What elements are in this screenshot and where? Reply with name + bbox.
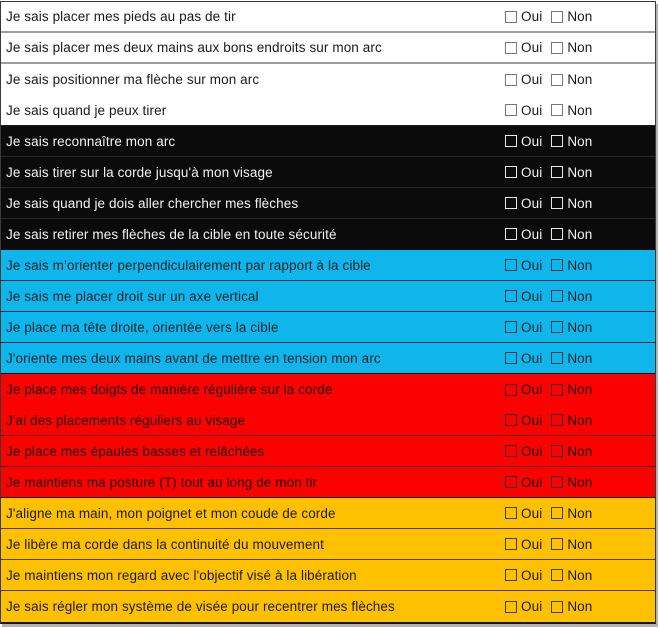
answer-options bbox=[505, 312, 592, 342]
non-checkbox[interactable] bbox=[551, 135, 563, 147]
row-label: Je sais m’orienter perpendiculairement par rapport à la cible bbox=[6, 257, 371, 273]
non-label: Non bbox=[567, 443, 593, 459]
oui-label: Oui bbox=[521, 9, 543, 24]
oui-label: Oui bbox=[521, 195, 543, 211]
oui-checkbox[interactable] bbox=[505, 384, 517, 396]
answer-options bbox=[505, 591, 592, 622]
answer-options bbox=[505, 436, 592, 466]
answer-options bbox=[505, 126, 592, 156]
oui-label: Oui bbox=[521, 226, 543, 242]
oui-label: Oui bbox=[521, 505, 543, 521]
non-label: Non bbox=[567, 257, 593, 273]
row-label: Je sais reconnaître mon arc bbox=[6, 133, 176, 149]
non-label: Non bbox=[567, 40, 593, 55]
answer-options bbox=[505, 498, 592, 528]
non-label: Non bbox=[567, 412, 593, 428]
oui-label: Oui bbox=[521, 288, 543, 304]
non-checkbox[interactable] bbox=[551, 42, 563, 54]
non-checkbox[interactable] bbox=[551, 11, 563, 23]
non-checkbox[interactable] bbox=[551, 414, 563, 426]
oui-checkbox[interactable] bbox=[505, 321, 517, 333]
non-label: Non bbox=[567, 350, 593, 366]
oui-label: Oui bbox=[521, 72, 543, 87]
oui-checkbox[interactable] bbox=[505, 601, 517, 613]
row-label: Je place mes doigts de manière régulière sur la corde bbox=[6, 382, 333, 397]
row-label: Je sais positionner ma flèche sur mon arc bbox=[6, 72, 260, 87]
non-label: Non bbox=[567, 226, 593, 242]
oui-label: Oui bbox=[521, 350, 543, 366]
checklist-row bbox=[1, 343, 655, 374]
oui-label: Oui bbox=[521, 474, 543, 490]
checklist-row bbox=[1, 250, 655, 281]
oui-checkbox[interactable] bbox=[505, 538, 517, 550]
non-label: Non bbox=[567, 102, 593, 118]
non-checkbox[interactable] bbox=[551, 290, 563, 302]
oui-checkbox[interactable] bbox=[505, 104, 517, 116]
non-checkbox[interactable] bbox=[551, 352, 563, 364]
row-label: Je sais tirer sur la corde jusqu'à mon visage bbox=[6, 164, 273, 180]
oui-label: Oui bbox=[521, 257, 543, 273]
non-label: Non bbox=[567, 288, 593, 304]
non-checkbox[interactable] bbox=[551, 197, 563, 209]
non-label: Non bbox=[567, 536, 593, 552]
oui-checkbox[interactable] bbox=[505, 197, 517, 209]
non-label: Non bbox=[567, 195, 593, 211]
non-checkbox[interactable] bbox=[551, 507, 563, 519]
row-label: Je sais placer mes pieds au pas de tir bbox=[6, 9, 236, 24]
checklist-row bbox=[1, 95, 655, 126]
oui-checkbox[interactable] bbox=[505, 569, 517, 581]
non-checkbox[interactable] bbox=[551, 601, 563, 613]
oui-label: Oui bbox=[521, 164, 543, 180]
non-checkbox[interactable] bbox=[551, 104, 563, 116]
non-checkbox[interactable] bbox=[551, 445, 563, 457]
archery-skills-checklist-table bbox=[0, 1, 656, 624]
row-label: Je maintiens ma posture (T) tout au long de mon tir bbox=[6, 474, 318, 490]
checklist-row bbox=[1, 374, 655, 405]
checklist-row bbox=[1, 529, 655, 560]
oui-checkbox[interactable] bbox=[505, 259, 517, 271]
oui-label: Oui bbox=[521, 412, 543, 428]
oui-checkbox[interactable] bbox=[505, 135, 517, 147]
checklist-row bbox=[1, 219, 655, 250]
checklist-row bbox=[1, 126, 655, 157]
oui-checkbox[interactable] bbox=[505, 74, 517, 86]
non-label: Non bbox=[567, 319, 593, 335]
oui-checkbox[interactable] bbox=[505, 228, 517, 240]
oui-label: Oui bbox=[521, 319, 543, 335]
oui-checkbox[interactable] bbox=[505, 507, 517, 519]
answer-options bbox=[505, 188, 592, 218]
non-checkbox[interactable] bbox=[551, 166, 563, 178]
non-label: Non bbox=[567, 599, 593, 614]
checklist-row bbox=[1, 436, 655, 467]
answer-options bbox=[505, 33, 592, 62]
checklist-row bbox=[1, 405, 655, 436]
answer-options bbox=[505, 560, 592, 590]
non-label: Non bbox=[567, 382, 593, 397]
oui-checkbox[interactable] bbox=[505, 11, 517, 23]
row-label: J'oriente mes deux mains avant de mettre en tension mon arc bbox=[6, 350, 381, 366]
checklist-row bbox=[1, 467, 655, 498]
oui-checkbox[interactable] bbox=[505, 414, 517, 426]
checklist-row bbox=[1, 2, 655, 33]
answer-options bbox=[505, 467, 592, 497]
non-label: Non bbox=[567, 474, 593, 490]
answer-options bbox=[505, 250, 592, 280]
answer-options bbox=[505, 64, 592, 95]
checklist-row bbox=[1, 498, 655, 529]
non-label: Non bbox=[567, 164, 593, 180]
row-label: Je place mes épaules basses et relâchées bbox=[6, 443, 265, 459]
checklist-row bbox=[1, 188, 655, 219]
oui-checkbox[interactable] bbox=[505, 352, 517, 364]
non-label: Non bbox=[567, 567, 593, 583]
row-label: Je sais régler mon système de visée pour recentrer mes flèches bbox=[6, 599, 395, 614]
oui-label: Oui bbox=[521, 599, 543, 614]
non-checkbox[interactable] bbox=[551, 74, 563, 86]
checklist-rows bbox=[1, 2, 655, 622]
oui-label: Oui bbox=[521, 382, 543, 397]
oui-label: Oui bbox=[521, 567, 543, 583]
checklist-row bbox=[1, 64, 655, 95]
non-checkbox[interactable] bbox=[551, 384, 563, 396]
non-label: Non bbox=[567, 133, 593, 149]
non-checkbox[interactable] bbox=[551, 259, 563, 271]
non-checkbox[interactable] bbox=[551, 228, 563, 240]
checklist-row bbox=[1, 33, 655, 64]
row-label: Je sais quand je dois aller chercher mes flèches bbox=[6, 195, 299, 211]
non-label: Non bbox=[567, 72, 593, 87]
answer-options bbox=[505, 374, 592, 405]
row-label: Je maintiens mon regard avec l'objectif visé à la libération bbox=[6, 567, 357, 583]
answer-options bbox=[505, 157, 592, 187]
oui-checkbox[interactable] bbox=[505, 476, 517, 488]
checklist-row bbox=[1, 281, 655, 312]
oui-checkbox[interactable] bbox=[505, 445, 517, 457]
answer-options bbox=[505, 529, 592, 559]
row-label: Je sais quand je peux tirer bbox=[6, 102, 167, 118]
checklist-row bbox=[1, 312, 655, 343]
oui-checkbox[interactable] bbox=[505, 166, 517, 178]
oui-label: Oui bbox=[521, 536, 543, 552]
oui-label: Oui bbox=[521, 40, 543, 55]
row-label: Je libère ma corde dans la continuité du mouvement bbox=[6, 536, 324, 552]
non-checkbox[interactable] bbox=[551, 476, 563, 488]
oui-checkbox[interactable] bbox=[505, 42, 517, 54]
checklist-row bbox=[1, 560, 655, 591]
answer-options bbox=[505, 219, 592, 249]
non-checkbox[interactable] bbox=[551, 321, 563, 333]
row-label: Je place ma tête droite, orientée vers la cible bbox=[6, 319, 279, 335]
checklist-row bbox=[1, 157, 655, 188]
checklist-row bbox=[1, 591, 655, 622]
answer-options bbox=[505, 95, 592, 125]
oui-checkbox[interactable] bbox=[505, 290, 517, 302]
answer-options bbox=[505, 281, 592, 311]
row-label: J'aligne ma main, mon poignet et mon coude de corde bbox=[6, 505, 336, 521]
row-label: Je sais me placer droit sur un axe vertical bbox=[6, 288, 259, 304]
row-label: Je sais placer mes deux mains aux bons endroits sur mon arc bbox=[6, 40, 382, 55]
non-checkbox[interactable] bbox=[551, 569, 563, 581]
non-checkbox[interactable] bbox=[551, 538, 563, 550]
row-label: Je sais retirer mes flèches de la cible en toute sécurité bbox=[6, 226, 337, 242]
non-label: Non bbox=[567, 505, 593, 521]
non-label: Non bbox=[567, 9, 593, 24]
answer-options bbox=[505, 2, 592, 31]
oui-label: Oui bbox=[521, 102, 543, 118]
oui-label: Oui bbox=[521, 133, 543, 149]
row-label: J'ai des placements réguliers au visage bbox=[6, 412, 246, 428]
oui-label: Oui bbox=[521, 443, 543, 459]
answer-options bbox=[505, 405, 592, 435]
answer-options bbox=[505, 343, 592, 373]
